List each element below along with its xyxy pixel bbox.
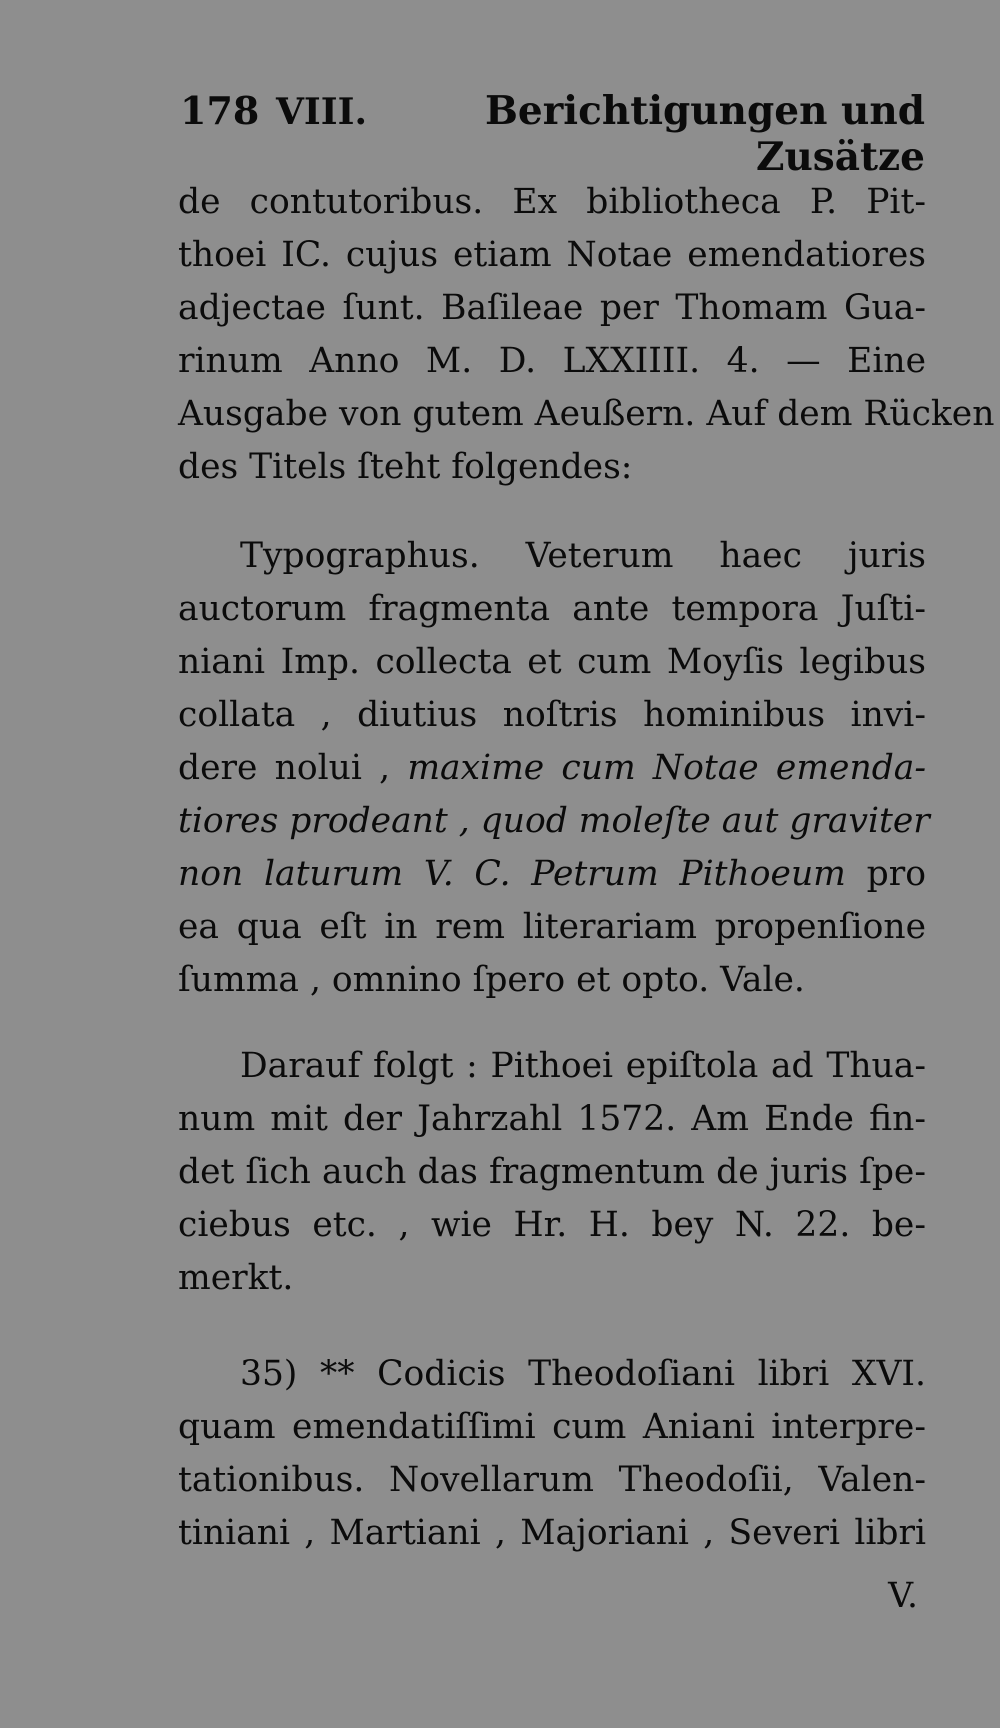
- text-line: de contutoribus. Ex bibliotheca P. Pit-: [178, 182, 926, 222]
- page-number: 178: [180, 88, 260, 133]
- paragraph-followed-by: [178, 1040, 926, 1305]
- roman-run: pro: [866, 854, 927, 894]
- italic-run: quod moleſte aut graviter: [480, 801, 930, 841]
- roman-run: dere nolui ,: [178, 748, 391, 788]
- text-line: 35) ** Codicis Theodoſiani libri XVI.: [240, 1354, 926, 1394]
- text-line: des Titels ſteht folgendes:: [178, 447, 633, 487]
- italic-run: non laturum V. C. Petrum Pithoeum: [178, 854, 846, 894]
- text-line: auctorum fragmenta ante tempora Juſti-: [178, 589, 926, 629]
- paragraph-typographus-note: [178, 530, 930, 1007]
- text-line: [178, 795, 930, 848]
- paragraph-entry-35: [178, 1348, 926, 1560]
- paragraph-edition-description: [178, 176, 995, 494]
- text-line: niani Imp. collecta et cum Moyſis legibus: [178, 642, 926, 682]
- text-line: det ſich auch das fragmentum de juris ſpe-: [178, 1152, 926, 1192]
- catchword: V.: [888, 1576, 918, 1616]
- italic-run: tiores prodeant ,: [178, 801, 470, 841]
- text-line: Typographus. Veterum haec juris: [240, 536, 926, 576]
- text-line: adjectae ſunt. Baſileae per Thomam Gua-: [178, 288, 926, 328]
- text-line: quam emendatiſſimi cum Aniani interpre-: [178, 1407, 926, 1447]
- text-line: tiniani , Martiani , Majoriani , Severi libri: [178, 1513, 926, 1553]
- text-line: ciebus etc. , wie Hr. H. bey N. 22. be-: [178, 1205, 926, 1245]
- text-line: rinum Anno M. D. LXXIIII. 4. — Eine: [178, 341, 926, 381]
- running-title: Berichtigungen und Zusätze: [484, 88, 925, 180]
- text-line: thoei IC. cujus etiam Notae emendatiores: [178, 235, 926, 275]
- text-line: Darauf folgt : Pithoei epiſtola ad Thua-: [240, 1046, 926, 1086]
- italic-run: maxime cum Notae emenda-: [407, 748, 927, 788]
- text-line: merkt.: [178, 1258, 294, 1298]
- text-line: Ausgabe von gutem Aeußern. Auf dem Rücken: [178, 394, 995, 434]
- text-line: ſumma , omnino ſpero et opto. Vale.: [178, 960, 805, 1000]
- running-header: [180, 88, 925, 180]
- text-line: [178, 742, 926, 795]
- text-line: tationibus. Novellarum Theodoſii, Valen-: [178, 1460, 926, 1500]
- text-line: num mit der Jahrzahl 1572. Am Ende fin-: [178, 1099, 926, 1139]
- section-number: VIII.: [276, 91, 367, 133]
- text-line: [178, 848, 926, 901]
- text-line: ea qua eſt in rem literariam propenſione: [178, 907, 926, 947]
- text-line: collata , diutius noſtris hominibus invi-: [178, 695, 926, 735]
